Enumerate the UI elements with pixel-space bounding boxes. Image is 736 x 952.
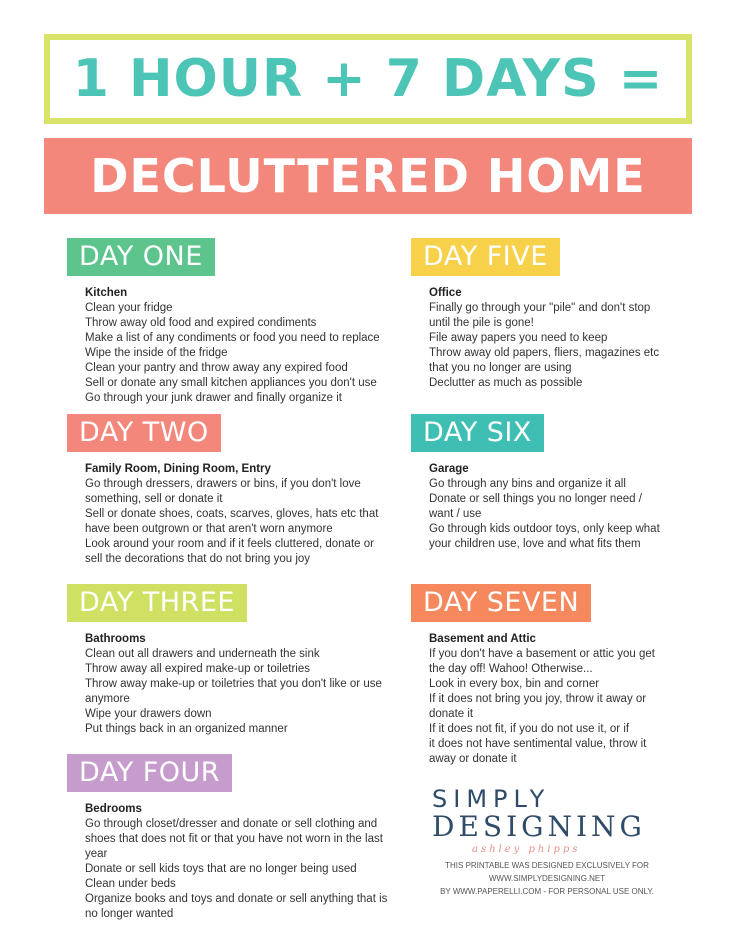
brand-name-top: SIMPLY — [432, 785, 551, 813]
day-two-tasks — [85, 477, 397, 567]
day-six-label: DAY SIX — [411, 414, 544, 452]
task-line: Finally go through your "pile" and don't stop — [429, 302, 651, 314]
brand-note-line: THIS PRINTABLE WAS DESIGNED EXCLUSIVELY FOR — [445, 861, 649, 870]
day-five-tasks — [429, 301, 711, 391]
task-line: Throw away old food and expired condiments — [85, 317, 317, 329]
task-line: until the pile is gone! — [429, 317, 534, 329]
task-line: the day off! Wahoo! Otherwise... — [429, 663, 593, 675]
task-line: Throw away all expired make-up or toiletries — [85, 663, 310, 675]
task-line: want / use — [429, 508, 482, 520]
day-four-body — [67, 802, 397, 922]
task-line: Look around your room and if it feels cluttered, donate or — [85, 538, 374, 550]
task-line: Go through dressers, drawers or bins, if you don't love — [85, 478, 361, 490]
task-line: Throw away make-up or toiletries that you don't like or use — [85, 678, 382, 690]
task-line: Declutter as much as possible — [429, 377, 583, 389]
task-line: Go through your junk drawer and finally organize it — [85, 392, 342, 404]
task-line: Go through closet/dresser and donate or sell clothing and — [85, 818, 378, 830]
day-seven-label: DAY SEVEN — [411, 584, 591, 622]
day-seven-room: Basement and Attic — [429, 633, 536, 645]
brand-name-bottom: DESIGNING — [432, 810, 646, 843]
day-one-body — [67, 286, 397, 406]
task-line: Clean your pantry and throw away any expired food — [85, 362, 348, 374]
page-subtitle: DECLUTTERED HOME — [90, 149, 646, 203]
day-seven-tasks — [429, 647, 711, 767]
day-three-tasks — [85, 647, 397, 737]
day-six-body — [411, 462, 711, 552]
day-four-room: Bedrooms — [85, 803, 142, 815]
task-line: Sell or donate shoes, coats, scarves, gloves, hats etc that — [85, 508, 379, 520]
title-box — [44, 34, 692, 124]
task-line: year — [85, 848, 108, 860]
task-line: Wipe your drawers down — [85, 708, 212, 720]
task-line: Go through any bins and organize it all — [429, 478, 626, 490]
task-line: If you don't have a basement or attic you get — [429, 648, 655, 660]
day-seven-section — [411, 584, 711, 767]
brand-note-line: WWW.SIMPLYDESIGNING.NET — [488, 874, 606, 883]
day-three-body — [67, 632, 397, 737]
task-line: Make a list of any condiments or food you need to replace — [85, 332, 380, 344]
day-four-tasks — [85, 817, 397, 922]
task-line: away or donate it — [429, 753, 517, 765]
task-line: it does not have sentimental value, throw it — [429, 738, 647, 750]
page-title: 1 HOUR + 7 DAYS = — [72, 49, 664, 109]
task-line: donate it — [429, 708, 474, 720]
task-line: have been outgrown or that aren't worn anymore — [85, 523, 333, 535]
day-three-label: DAY THREE — [67, 584, 247, 622]
day-two-room: Family Room, Dining Room, Entry — [85, 463, 271, 475]
day-six-room: Garage — [429, 463, 469, 475]
day-four-section — [67, 754, 397, 922]
day-three-room: Bathrooms — [85, 633, 146, 645]
task-line: Donate or sell kids toys that are no longer being used — [85, 863, 357, 875]
task-line: that you no longer are using — [429, 362, 572, 374]
brand-block — [432, 786, 682, 898]
day-two-section — [67, 414, 397, 567]
day-four-label: DAY FOUR — [67, 754, 232, 792]
task-line: Clean out all drawers and underneath the sink — [85, 648, 320, 660]
task-line: Wipe the inside of the fridge — [85, 347, 228, 359]
day-two-body — [67, 462, 397, 567]
day-five-body — [411, 286, 711, 391]
task-line: Look in every box, bin and corner — [429, 678, 600, 690]
day-five-label: DAY FIVE — [411, 238, 560, 276]
task-line: anymore — [85, 693, 130, 705]
task-line: Throw away old papers, fliers, magazines etc — [429, 347, 660, 359]
task-line: Organize books and toys and donate or sell anything that is — [85, 893, 388, 905]
brand-signature: ashley phipps — [472, 844, 581, 855]
day-seven-body — [411, 632, 711, 767]
day-one-label: DAY ONE — [67, 238, 215, 276]
day-six-tasks — [429, 477, 711, 552]
task-line: something, sell or donate it — [85, 493, 223, 505]
day-five-section — [411, 238, 711, 391]
task-line: Sell or donate any small kitchen appliances you don't use — [85, 377, 377, 389]
task-line: sell the decorations that do not bring you joy — [85, 553, 311, 565]
day-one-room: Kitchen — [85, 287, 128, 299]
task-line: shoes that does not fit or that you have not worn in the last — [85, 833, 383, 845]
task-line: If it does not fit, if you do not use it, or if — [429, 723, 630, 735]
brand-note-line: BY WWW.PAPERELLI.COM - FOR PERSONAL USE ONLY. — [440, 887, 654, 896]
brand-notes — [432, 859, 662, 898]
day-six-section — [411, 414, 711, 552]
task-line: no longer wanted — [85, 908, 174, 920]
task-line: Donate or sell things you no longer need / — [429, 493, 642, 505]
task-line: your children use, love and what fits them — [429, 538, 641, 550]
day-one-tasks — [85, 301, 397, 406]
day-five-room: Office — [429, 287, 462, 299]
task-line: File away papers you need to keep — [429, 332, 608, 344]
day-two-label: DAY TWO — [67, 414, 221, 452]
task-line: Go through kids outdoor toys, only keep what — [429, 523, 660, 535]
task-line: Clean under beds — [85, 878, 176, 890]
day-three-section — [67, 584, 397, 737]
day-one-section — [67, 238, 397, 406]
subtitle-banner — [44, 138, 692, 214]
task-line: Put things back in an organized manner — [85, 723, 288, 735]
task-line: If it does not bring you joy, throw it away or — [429, 693, 647, 705]
task-line: Clean your fridge — [85, 302, 173, 314]
